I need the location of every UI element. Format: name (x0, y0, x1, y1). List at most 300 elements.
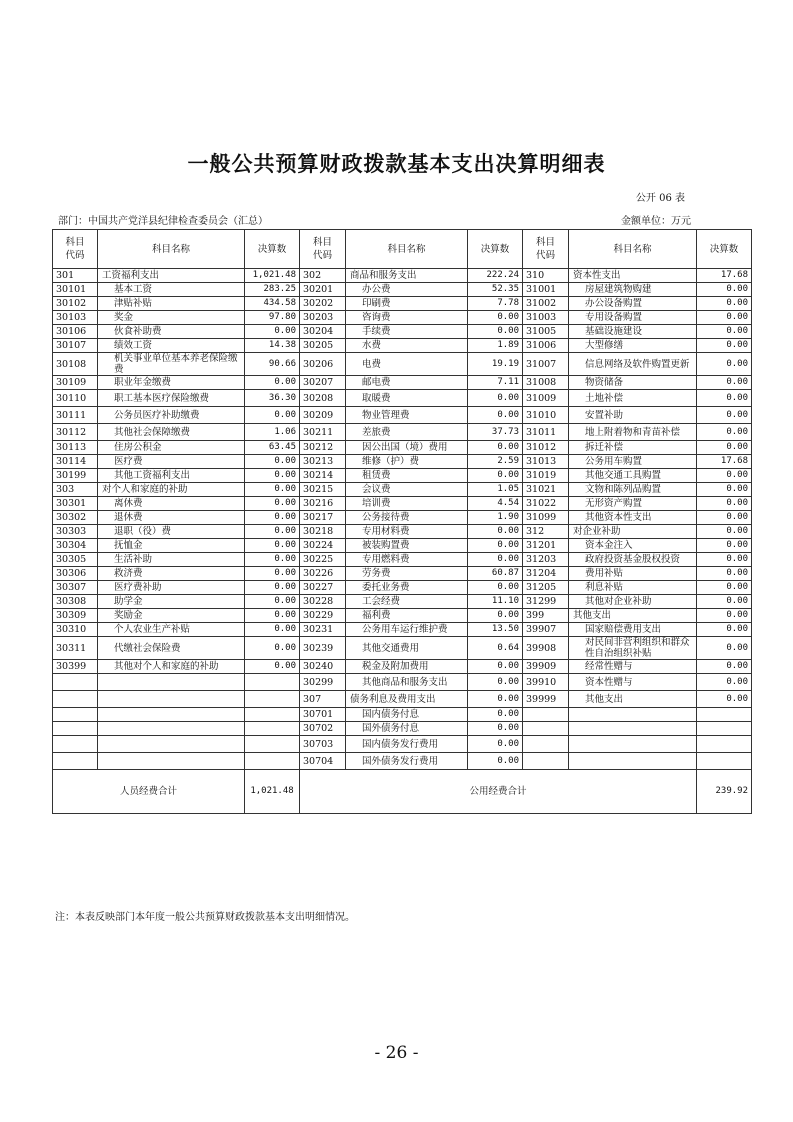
subject-code: 31006 (523, 339, 569, 353)
final-amount: 0.00 (697, 609, 752, 623)
subject-code: 30202 (300, 297, 346, 311)
final-amount: 7.11 (468, 376, 523, 390)
subject-name: 基础设施建设 (569, 325, 697, 339)
subject-code: 30207 (300, 376, 346, 390)
table-row (53, 753, 752, 770)
subject-name: 伙食补助费 (98, 325, 245, 339)
final-amount: 434.58 (245, 297, 300, 311)
header-name: 科目名称 (346, 230, 468, 269)
subject-code: 30205 (300, 339, 346, 353)
subject-code: 30225 (300, 553, 346, 567)
final-amount: 0.00 (245, 525, 300, 539)
expenditure-table (52, 229, 752, 814)
subject-name: 土地补偿 (569, 390, 697, 407)
subject-name: 抚恤金 (98, 539, 245, 553)
final-amount: 0.00 (245, 581, 300, 595)
subject-code: 30203 (300, 311, 346, 325)
final-amount: 1.05 (468, 483, 523, 497)
subject-code: 39909 (523, 660, 569, 674)
subject-name: 资本性赠与 (569, 674, 697, 691)
table-row (53, 297, 752, 311)
subject-name (98, 691, 245, 708)
subject-name: 其他支出 (569, 609, 697, 623)
subject-code: 30702 (300, 722, 346, 736)
final-amount: 0.00 (245, 623, 300, 637)
final-amount: 4.54 (468, 497, 523, 511)
subject-name: 公务接待费 (346, 511, 468, 525)
final-amount: 0.00 (245, 609, 300, 623)
final-amount: 0.00 (697, 469, 752, 483)
subject-name: 安置补助 (569, 407, 697, 424)
final-amount (697, 753, 752, 770)
final-amount: 0.00 (245, 539, 300, 553)
subject-code: 30701 (300, 708, 346, 722)
subject-name: 公务用车运行维护费 (346, 623, 468, 637)
final-amount: 0.00 (697, 511, 752, 525)
final-amount: 0.00 (697, 325, 752, 339)
subject-code: 31003 (523, 311, 569, 325)
final-amount: 0.00 (697, 339, 752, 353)
final-amount: 0.00 (697, 525, 752, 539)
final-amount: 0.00 (697, 567, 752, 581)
final-amount: 0.00 (468, 736, 523, 753)
final-amount: 36.30 (245, 390, 300, 407)
table-row (53, 469, 752, 483)
table-row (53, 595, 752, 609)
subject-name: 房屋建筑物购建 (569, 283, 697, 297)
subject-code: 307 (300, 691, 346, 708)
subject-name: 租赁费 (346, 469, 468, 483)
final-amount: 63.45 (245, 441, 300, 455)
subject-name: 国外债务付息 (346, 722, 468, 736)
subject-code: 30299 (300, 674, 346, 691)
subject-name: 因公出国（境）费用 (346, 441, 468, 455)
table-row (53, 736, 752, 753)
final-amount: 0.00 (697, 353, 752, 376)
subject-name: 专用材料费 (346, 525, 468, 539)
subject-code: 30214 (300, 469, 346, 483)
subject-code (53, 708, 98, 722)
final-amount (697, 722, 752, 736)
subject-code: 30228 (300, 595, 346, 609)
subject-code: 312 (523, 525, 569, 539)
subject-name: 手续费 (346, 325, 468, 339)
table-row (53, 511, 752, 525)
subject-name: 无形资产购置 (569, 497, 697, 511)
subject-code: 30109 (53, 376, 98, 390)
final-amount: 52.35 (468, 283, 523, 297)
final-amount: 222.24 (468, 269, 523, 283)
table-number: 公开 06 表 (635, 193, 685, 204)
subject-code: 31013 (523, 455, 569, 469)
subject-code (523, 736, 569, 753)
final-amount: 19.19 (468, 353, 523, 376)
table-row (53, 353, 752, 376)
subject-name: 公务用车购置 (569, 455, 697, 469)
subject-code (523, 722, 569, 736)
final-amount: 13.50 (468, 623, 523, 637)
final-amount: 0.00 (468, 674, 523, 691)
subject-code: 31099 (523, 511, 569, 525)
final-amount: 90.66 (245, 353, 300, 376)
subject-name: 办公费 (346, 283, 468, 297)
table-row (53, 455, 752, 469)
final-amount: 0.00 (468, 581, 523, 595)
final-amount: 0.00 (245, 483, 300, 497)
subject-code: 30704 (300, 753, 346, 770)
subject-code: 399 (523, 609, 569, 623)
subject-code: 30101 (53, 283, 98, 297)
subject-code: 31019 (523, 469, 569, 483)
subject-code: 30112 (53, 424, 98, 441)
subject-name: 个人农业生产补贴 (98, 623, 245, 637)
table-row (53, 581, 752, 595)
subject-code: 310 (523, 269, 569, 283)
subject-name: 退职（役）费 (98, 525, 245, 539)
subject-code: 30216 (300, 497, 346, 511)
final-amount: 0.00 (245, 325, 300, 339)
subject-name: 生活补助 (98, 553, 245, 567)
subject-name: 会议费 (346, 483, 468, 497)
table-row (53, 660, 752, 674)
subject-name (98, 708, 245, 722)
subject-code: 30204 (300, 325, 346, 339)
subject-name: 其他支出 (569, 691, 697, 708)
subject-code (53, 722, 98, 736)
subject-code: 31010 (523, 407, 569, 424)
final-amount: 0.00 (697, 637, 752, 660)
subject-code: 30199 (53, 469, 98, 483)
subject-name: 培训费 (346, 497, 468, 511)
final-amount: 0.00 (697, 595, 752, 609)
final-amount: 0.00 (245, 553, 300, 567)
final-amount: 0.00 (697, 691, 752, 708)
final-amount: 17.68 (697, 455, 752, 469)
subject-code: 30307 (53, 581, 98, 595)
subject-name: 救济费 (98, 567, 245, 581)
subject-name: 委托业务费 (346, 581, 468, 595)
table-row (53, 483, 752, 497)
subject-name: 职工基本医疗保险缴费 (98, 390, 245, 407)
subject-code: 30209 (300, 407, 346, 424)
subject-code: 31002 (523, 297, 569, 311)
subject-code: 30301 (53, 497, 98, 511)
final-amount: 0.00 (697, 424, 752, 441)
subject-name: 职业年金缴费 (98, 376, 245, 390)
header-name: 科目名称 (98, 230, 245, 269)
subject-name: 其他社会保障缴费 (98, 424, 245, 441)
final-amount: 0.00 (697, 311, 752, 325)
final-amount: 0.00 (697, 376, 752, 390)
subject-code: 31011 (523, 424, 569, 441)
subject-code: 30240 (300, 660, 346, 674)
subject-code: 39910 (523, 674, 569, 691)
subject-name: 奖励金 (98, 609, 245, 623)
subject-name: 债务利息及费用支出 (346, 691, 468, 708)
final-amount: 0.00 (697, 283, 752, 297)
final-amount: 0.00 (245, 511, 300, 525)
subject-code: 30114 (53, 455, 98, 469)
subject-name: 专用燃料费 (346, 553, 468, 567)
subject-code: 30239 (300, 637, 346, 660)
subject-code: 30227 (300, 581, 346, 595)
subject-name: 奖金 (98, 311, 245, 325)
subject-name: 绩效工资 (98, 339, 245, 353)
final-amount (245, 753, 300, 770)
totals-row (53, 770, 752, 814)
final-amount: 0.00 (697, 483, 752, 497)
header-amount: 决算数 (468, 230, 523, 269)
subject-name (98, 722, 245, 736)
subject-code: 301 (53, 269, 98, 283)
subject-code: 30201 (300, 283, 346, 297)
final-amount: 0.00 (245, 407, 300, 424)
table-note: 注：本表反映部门本年度一般公共预算财政拨款基本支出明细情况。 (55, 912, 355, 923)
final-amount: 1.90 (468, 511, 523, 525)
final-amount: 0.00 (697, 581, 752, 595)
table-row (53, 311, 752, 325)
subject-code (53, 674, 98, 691)
subject-code: 30310 (53, 623, 98, 637)
subject-code: 30103 (53, 311, 98, 325)
final-amount: 97.80 (245, 311, 300, 325)
final-amount: 0.00 (468, 469, 523, 483)
final-amount (245, 736, 300, 753)
final-amount: 37.73 (468, 424, 523, 441)
subject-name: 国内债务付息 (346, 708, 468, 722)
table-row (53, 441, 752, 455)
final-amount: 0.00 (468, 525, 523, 539)
table-row (53, 637, 752, 660)
final-amount: 1,021.48 (245, 269, 300, 283)
final-amount: 0.00 (468, 390, 523, 407)
subject-code: 30217 (300, 511, 346, 525)
table-row (53, 497, 752, 511)
subject-code: 31022 (523, 497, 569, 511)
subject-code: 30212 (300, 441, 346, 455)
final-amount: 60.87 (468, 567, 523, 581)
subject-code: 31008 (523, 376, 569, 390)
table-row (53, 722, 752, 736)
subject-name: 住房公积金 (98, 441, 245, 455)
subject-code: 30231 (300, 623, 346, 637)
table-row (53, 269, 752, 283)
subject-name: 劳务费 (346, 567, 468, 581)
amount-unit-label: 金额单位：万元 (621, 216, 691, 227)
subject-code: 30311 (53, 637, 98, 660)
subject-code: 30206 (300, 353, 346, 376)
subject-name: 工资福利支出 (98, 269, 245, 283)
table-row (53, 407, 752, 424)
subject-name (569, 708, 697, 722)
final-amount: 0.00 (468, 553, 523, 567)
subject-name: 资本性支出 (569, 269, 697, 283)
table-row (53, 553, 752, 567)
subject-name (98, 753, 245, 770)
subject-name: 其他资本性支出 (569, 511, 697, 525)
subject-name: 印刷费 (346, 297, 468, 311)
subject-name: 专用设备购置 (569, 311, 697, 325)
personnel-total-label: 人员经费合计 (53, 770, 245, 814)
subject-name: 对个人和家庭的补助 (98, 483, 245, 497)
subject-code: 31012 (523, 441, 569, 455)
subject-name: 基本工资 (98, 283, 245, 297)
subject-name: 文物和陈列品购置 (569, 483, 697, 497)
table-row (53, 390, 752, 407)
subject-name: 取暖费 (346, 390, 468, 407)
final-amount: 7.78 (468, 297, 523, 311)
final-amount: 0.00 (468, 722, 523, 736)
final-amount: 0.00 (468, 325, 523, 339)
subject-code: 30703 (300, 736, 346, 753)
final-amount: 0.00 (697, 674, 752, 691)
subject-code: 30224 (300, 539, 346, 553)
final-amount: 2.59 (468, 455, 523, 469)
subject-code: 30302 (53, 511, 98, 525)
subject-name: 对企业补助 (569, 525, 697, 539)
subject-code: 31009 (523, 390, 569, 407)
subject-code: 30306 (53, 567, 98, 581)
subject-code: 30215 (300, 483, 346, 497)
subject-code (523, 708, 569, 722)
subject-name: 离休费 (98, 497, 245, 511)
subject-code: 30226 (300, 567, 346, 581)
final-amount: 1.06 (245, 424, 300, 441)
final-amount: 0.00 (468, 609, 523, 623)
subject-name: 信息网络及软件购置更新 (569, 353, 697, 376)
final-amount: 1.89 (468, 339, 523, 353)
subject-name: 维修（护）费 (346, 455, 468, 469)
subject-name (569, 736, 697, 753)
subject-name (569, 753, 697, 770)
subject-code: 30111 (53, 407, 98, 424)
subject-code (53, 691, 98, 708)
subject-name: 地上附着物和青苗补偿 (569, 424, 697, 441)
subject-code: 39907 (523, 623, 569, 637)
subject-code: 30309 (53, 609, 98, 623)
header-code: 科目 代码 (300, 230, 346, 269)
subject-name: 国内债务发行费用 (346, 736, 468, 753)
final-amount: 0.00 (245, 455, 300, 469)
final-amount: 0.00 (245, 595, 300, 609)
subject-name (98, 736, 245, 753)
subject-name: 水费 (346, 339, 468, 353)
final-amount: 0.00 (245, 660, 300, 674)
subject-name: 被装购置费 (346, 539, 468, 553)
subject-code: 31001 (523, 283, 569, 297)
subject-code: 30107 (53, 339, 98, 353)
subject-code: 30106 (53, 325, 98, 339)
public-total-value: 239.92 (697, 770, 752, 814)
table-row (53, 525, 752, 539)
subject-name: 拆迁补偿 (569, 441, 697, 455)
table-row (53, 674, 752, 691)
table-row (53, 339, 752, 353)
subject-code: 30102 (53, 297, 98, 311)
subject-code (523, 753, 569, 770)
final-amount: 0.00 (245, 376, 300, 390)
subject-name: 税金及附加费用 (346, 660, 468, 674)
subject-name: 福利费 (346, 609, 468, 623)
header-amount: 决算数 (697, 230, 752, 269)
subject-name: 代缴社会保险费 (98, 637, 245, 660)
table-row (53, 623, 752, 637)
subject-name: 医疗费补助 (98, 581, 245, 595)
subject-code: 30305 (53, 553, 98, 567)
subject-name: 对民间非营利组织和群众性自治组织补贴 (569, 637, 697, 660)
subject-code: 31205 (523, 581, 569, 595)
subject-name: 邮电费 (346, 376, 468, 390)
final-amount: 0.00 (245, 567, 300, 581)
final-amount: 0.00 (468, 539, 523, 553)
subject-code: 31299 (523, 595, 569, 609)
final-amount (245, 674, 300, 691)
final-amount: 0.00 (245, 497, 300, 511)
subject-code: 31201 (523, 539, 569, 553)
header-row (53, 230, 752, 269)
final-amount: 0.00 (697, 553, 752, 567)
subject-code: 31007 (523, 353, 569, 376)
final-amount: 0.00 (468, 753, 523, 770)
header-name: 科目名称 (569, 230, 697, 269)
table-row (53, 376, 752, 390)
header-code: 科目 代码 (53, 230, 98, 269)
subject-name: 其他交通费用 (346, 637, 468, 660)
page-title: 一般公共预算财政拨款基本支出决算明细表 (187, 151, 606, 176)
department-label: 部门：中国共产党洋县纪律检查委员会（汇总） (58, 216, 268, 227)
subject-code: 30218 (300, 525, 346, 539)
subject-code (53, 736, 98, 753)
subject-name: 大型修缮 (569, 339, 697, 353)
subject-code: 31005 (523, 325, 569, 339)
subject-code: 30108 (53, 353, 98, 376)
table-row (53, 424, 752, 441)
subject-code: 39908 (523, 637, 569, 660)
subject-code: 30110 (53, 390, 98, 407)
subject-name: 电费 (346, 353, 468, 376)
subject-code: 30303 (53, 525, 98, 539)
final-amount (245, 691, 300, 708)
table-row (53, 691, 752, 708)
final-amount: 0.00 (697, 497, 752, 511)
subject-name: 咨询费 (346, 311, 468, 325)
personnel-total-value: 1,021.48 (245, 770, 300, 814)
final-amount: 0.00 (245, 637, 300, 660)
subject-name: 其他对企业补助 (569, 595, 697, 609)
final-amount (245, 722, 300, 736)
subject-name: 商品和服务支出 (346, 269, 468, 283)
final-amount: 0.00 (245, 469, 300, 483)
final-amount: 283.25 (245, 283, 300, 297)
final-amount: 0.64 (468, 637, 523, 660)
subject-name: 退休费 (98, 511, 245, 525)
table-row (53, 283, 752, 297)
subject-name: 物业管理费 (346, 407, 468, 424)
public-total-label: 公用经费合计 (300, 770, 697, 814)
subject-code: 30211 (300, 424, 346, 441)
subject-name: 医疗费 (98, 455, 245, 469)
final-amount: 0.00 (697, 441, 752, 455)
final-amount: 0.00 (697, 390, 752, 407)
subject-code (53, 753, 98, 770)
subject-name: 公务员医疗补助缴费 (98, 407, 245, 424)
subject-name: 差旅费 (346, 424, 468, 441)
table-row (53, 567, 752, 581)
subject-code: 30208 (300, 390, 346, 407)
final-amount (245, 708, 300, 722)
table-row (53, 708, 752, 722)
subject-name: 国家赔偿费用支出 (569, 623, 697, 637)
